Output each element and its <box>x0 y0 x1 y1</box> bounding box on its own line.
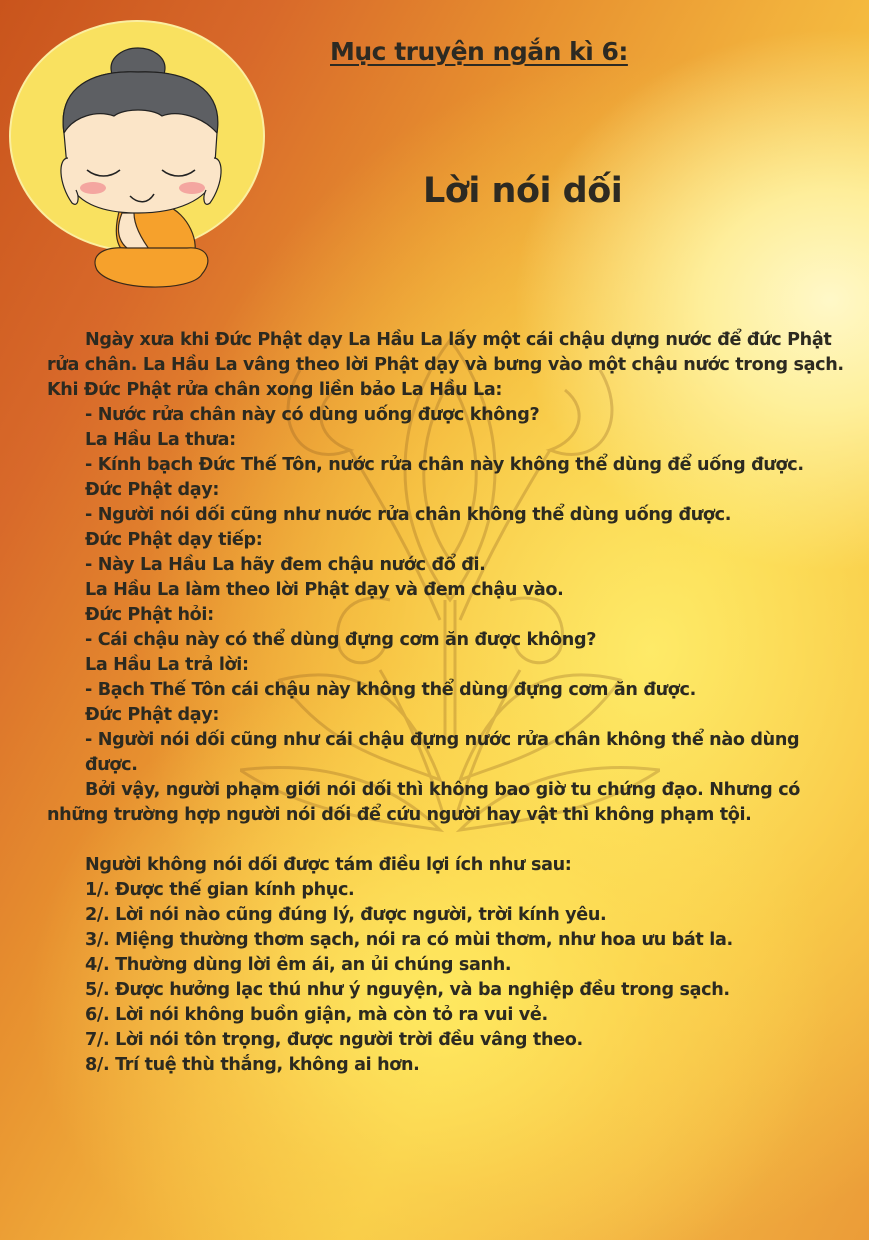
dialogue-line: Đức Phật dạy tiếp: <box>85 530 263 550</box>
benefits-heading: Người không nói dối được tám điều lợi ích như sau: <box>85 855 572 875</box>
dialogue-line: La Hầu La trả lời: <box>85 655 249 675</box>
dialogue-line: Đức Phật hỏi: <box>85 605 214 625</box>
benefit-item: 6/. Lời nói không buồn giận, mà còn tỏ ra vui vẻ. <box>85 1005 548 1025</box>
story-intro: Ngày xưa khi Đức Phật dạy La Hầu La lấy một cái chậu dựng nước để đức Phật rửa chân. La Hầu La vâng theo lời Phật dạy và bưng vào một chậu nước trong sạch. Khi Đức Phật rửa chân xong liền bảo La Hầu La: <box>47 330 844 400</box>
benefit-item: 2/. Lời nói nào cũng đúng lý, được người, trời kính yêu. <box>85 905 607 925</box>
spacer <box>47 828 847 853</box>
benefit-item: 7/. Lời nói tôn trọng, được người trời đều vâng theo. <box>85 1030 583 1050</box>
story-conclusion: Bởi vậy, người phạm giới nói dối thì không bao giờ tu chứng đạo. Nhưng có những trường hợp người nói dối để cứu người hay vật thì không phạm tội. <box>47 780 801 825</box>
benefit-item: 4/. Thường dùng lời êm ái, an ủi chúng sanh. <box>85 955 512 975</box>
dialogue-line: La Hầu La thưa: <box>85 430 236 450</box>
series-title: Mục truyện ngắn kì 6: <box>330 36 628 66</box>
dialogue-line: - Người nói dối cũng như cái chậu đựng nước rửa chân không thể nào dùng được. <box>85 730 800 775</box>
dialogue-line: - Người nói dối cũng như nước rửa chân không thể dùng uống được. <box>85 505 732 525</box>
story-body <box>47 328 847 1078</box>
benefit-item: 3/. Miệng thường thơm sạch, nói ra có mùi thơm, như hoa ưu bát la. <box>85 930 733 950</box>
benefit-item: 1/. Được thế gian kính phục. <box>85 880 355 900</box>
dialogue-line: - Này La Hầu La hãy đem chậu nước đổ đi. <box>85 555 486 575</box>
story-title: Lời nói dối <box>423 171 623 212</box>
dialogue-line: - Kính bạch Đức Thế Tôn, nước rửa chân này không thể dùng để uống được. <box>85 455 804 475</box>
dialogue-line: - Nước rửa chân này có dùng uống được không? <box>85 405 540 425</box>
dialogue-line: Đức Phật dạy: <box>85 480 220 500</box>
benefit-item: 5/. Được hưởng lạc thú như ý nguyện, và ba nghiệp đều trong sạch. <box>85 980 730 1000</box>
dialogue-line: - Cái chậu này có thể dùng đựng cơm ăn được không? <box>85 630 597 650</box>
dialogue-line: La Hầu La làm theo lời Phật dạy và đem chậu vào. <box>85 580 564 600</box>
dialogue-line: - Bạch Thế Tôn cái chậu này không thể dùng đựng cơm ăn được. <box>85 680 696 700</box>
dialogue-line: Đức Phật dạy: <box>85 705 220 725</box>
benefit-item: 8/. Trí tuệ thù thắng, không ai hơn. <box>85 1055 420 1075</box>
meditating-monk-illustration <box>2 8 272 298</box>
